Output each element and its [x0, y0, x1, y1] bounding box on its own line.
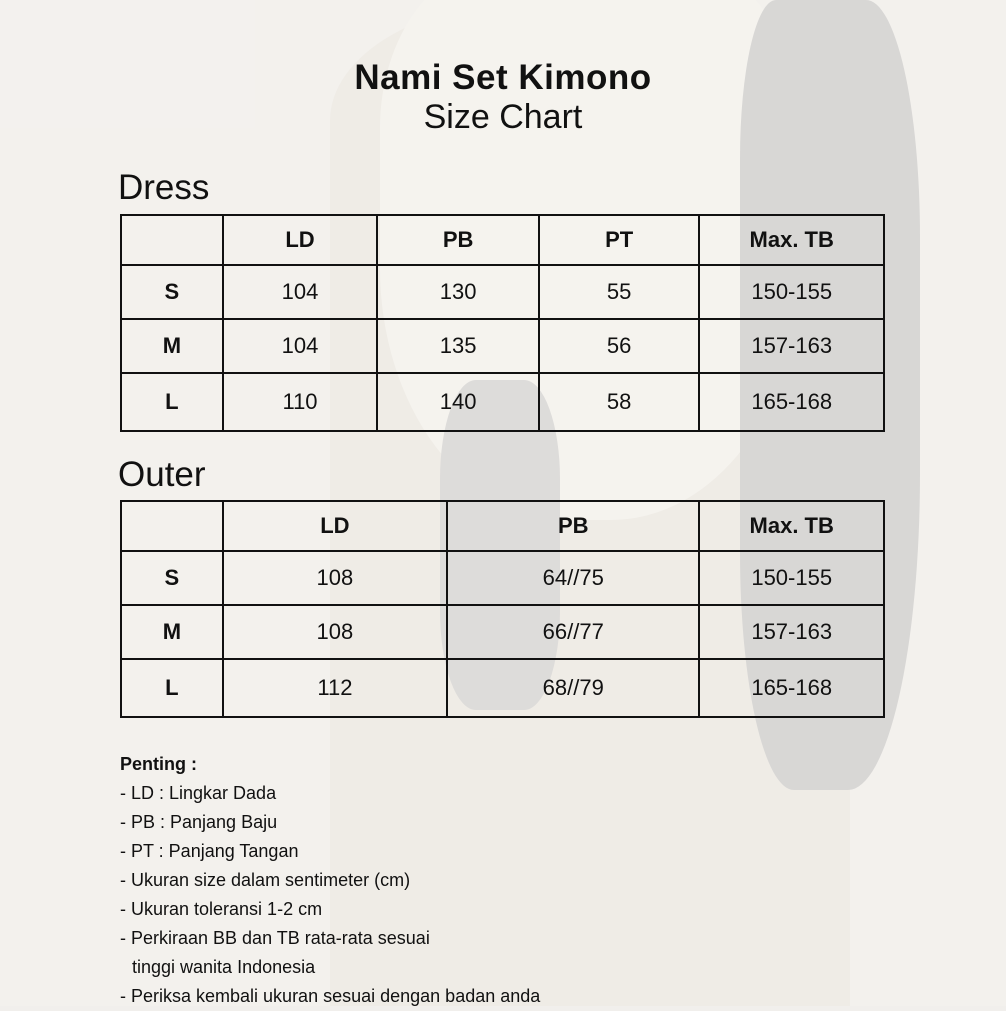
note-line: tinggi wanita Indonesia: [132, 957, 316, 977]
tb-value: 150-155: [699, 265, 884, 319]
header-cell: PB: [377, 215, 539, 265]
tb-value: 165-168: [699, 659, 884, 717]
pt-value: 58: [539, 373, 700, 431]
page-subtitle: Size Chart: [423, 98, 583, 136]
size-label: S: [121, 265, 223, 319]
dress-heading: Dress: [118, 168, 210, 207]
tb-value: 150-155: [699, 551, 884, 605]
header-cell: PB: [447, 501, 699, 551]
size-label: M: [121, 319, 223, 373]
pb-value: 68//79: [447, 659, 699, 717]
tb-value: 157-163: [699, 605, 884, 659]
dress-size-table: [120, 214, 885, 432]
note-line: - PT : Panjang Tangan: [120, 841, 299, 861]
ld-value: 112: [223, 659, 447, 717]
ld-value: 104: [223, 265, 378, 319]
table-row: [121, 319, 884, 373]
note-line: - Perkiraan BB dan TB rata-rata sesuai: [120, 928, 430, 948]
pb-value: 135: [377, 319, 539, 373]
note-line: - PB : Panjang Baju: [120, 812, 278, 832]
note-line: - LD : Lingkar Dada: [120, 783, 277, 803]
table-row: [121, 659, 884, 717]
table-row: [121, 373, 884, 431]
outer-heading: Outer: [118, 455, 206, 494]
pb-value: 66//77: [447, 605, 699, 659]
header-cell: [121, 215, 223, 265]
ld-value: 104: [223, 319, 378, 373]
table-row: [121, 551, 884, 605]
size-label: L: [121, 373, 223, 431]
pb-value: 130: [377, 265, 539, 319]
note-line: - Ukuran size dalam sentimeter (cm): [120, 870, 411, 890]
note-line: - Ukuran toleransi 1-2 cm: [120, 899, 323, 919]
table-row: [121, 265, 884, 319]
header-cell: Max. TB: [699, 501, 884, 551]
ld-value: 108: [223, 605, 447, 659]
header-cell: Max. TB: [699, 215, 884, 265]
pt-value: 55: [539, 265, 700, 319]
table-header-row: [121, 215, 884, 265]
tb-value: 157-163: [699, 319, 884, 373]
table-header-row: [121, 501, 884, 551]
page-title: Nami Set Kimono: [354, 58, 652, 97]
size-label: L: [121, 659, 223, 717]
size-label: M: [121, 605, 223, 659]
table-row: [121, 605, 884, 659]
tb-value: 165-168: [699, 373, 884, 431]
pb-value: 64//75: [447, 551, 699, 605]
size-label: S: [121, 551, 223, 605]
header-cell: LD: [223, 215, 378, 265]
header-cell: [121, 501, 223, 551]
pt-value: 56: [539, 319, 700, 373]
outer-size-table: [120, 500, 885, 718]
ld-value: 108: [223, 551, 447, 605]
note-line: - Periksa kembali ukuran sesuai dengan badan anda: [120, 986, 541, 1006]
notes-section: [120, 750, 540, 1011]
header-cell: LD: [223, 501, 447, 551]
pb-value: 140: [377, 373, 539, 431]
notes-heading: Penting :: [120, 754, 197, 774]
ld-value: 110: [223, 373, 378, 431]
header-cell: PT: [539, 215, 700, 265]
